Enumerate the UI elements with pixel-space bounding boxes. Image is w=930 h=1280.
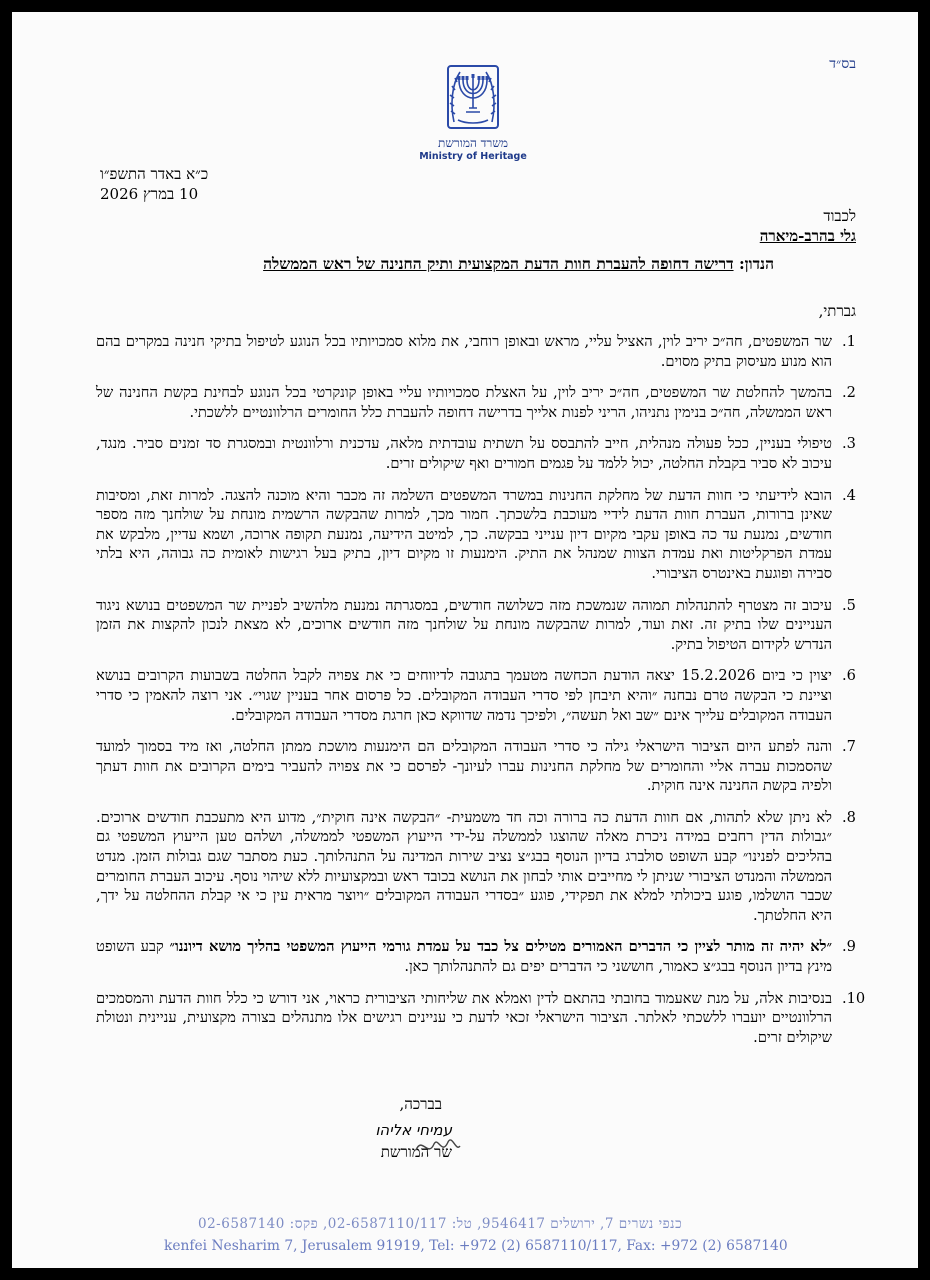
- date-hebrew: כ״א באדר התשפ״ו: [100, 165, 209, 183]
- item-number: .3: [842, 435, 856, 453]
- list-item: [96, 937, 866, 976]
- ministry-logo: [419, 64, 527, 162]
- item-quote-bold: ״לא יהיה זה מותר לציין כי הדברים האמורים מטילים צל כבד על עמדת גורמי הייעוץ המשפטי בהליך מושא דיוננו״: [169, 938, 832, 956]
- date-gregorian: 10 במרץ 2026: [100, 185, 199, 203]
- item-number: .5: [842, 596, 856, 614]
- item-text: יצוין כי ביום 15.2.2026 יצאה הודעת הכחשה מטעמך בתגובה לדיווחים כי את צפויה לקבל החלטה בשבועות הקרובים בנושא וציינת כי הבקשה טרם נבחנה ״והיא תיבחן לפי סדרי העבודה המקובלים. כל פרסום אחר בעניין שגוי״. אני רוצה להאמין כי סדרי העבודה המקובלים עלייך אינם ״שב ואל תעשה״, ולפיכך נדמה שדווקא כאן חרגת מסדרי העבודה המקובלים.: [96, 667, 832, 724]
- addressee-block: [760, 206, 856, 246]
- list-item: [96, 596, 866, 655]
- subject-label: הנדון:: [733, 254, 774, 273]
- list-item: [96, 332, 866, 371]
- greeting: גברתי,: [818, 302, 856, 320]
- list-item: [96, 808, 866, 926]
- item-text: הובא לידיעתי כי חוות הדעת של מחלקת החנינות במשרד המשפטים השלמה זה מכבר והיא מוכנה להצגה. למרות זאת, ומסיבות שאינן ברורות, העברת חוות הדעת לידיי מעוכבת בלשכתך. חמור מכך, למרות שהבקשה הרשמית מונחת על שולחנך מזה מספר חודשים, נמנעת עד כה באופן עקבי מקיום דיון ענייני בבקשה. כך, למיטב הידיעה, נמנעת תקופה ארוכה, ושמא עדיין, מלבקש את עמדת הפרקליטות ואת עמדת הצוות שמנהל את התיק. הימנעות זו מקיום דיון, בתיק בעל רגישות לאומית כה גבוהה, היא בלתי סבירה ופוגעת באינטרס הציבורי.: [96, 486, 832, 582]
- item-text: טיפולי בעניין, ככל פעולה מנהלית, חייב להתבסס על תשתית עובדתית מלאה, עדכנית ורלוונטית ובמסגרת סד זמנים סביר. מנגד, עיכוב לא סביר בקבלת החלטה, יכול ללמד על פגמים חמורים ואף שיקולים זרים.: [96, 435, 832, 472]
- item-text: והנה לפתע היום הציבור הישראלי גילה כי סדרי העבודה המקובלים הם הימנעות מושכת ממתן החלטה, ואז מיד בסמוך למועד שהסמכות עברה אליי והחומרים של מחלקת החנינות עברו לעיונך- לפרסם כי את צפויה להעביר בימים הקרובים את חוות דעתך ולפיה בקשת החנינה אינה חוקית.: [96, 738, 832, 795]
- ministry-name-hebrew: משרד המורשת: [438, 136, 508, 150]
- menorah-emblem-icon: [444, 64, 502, 134]
- item-number: .4: [842, 486, 856, 504]
- footer-address-hebrew: כנפי נשרים 7, ירושלים 9546417, טל: 02-6587110/117, פקס: 02-6587140: [198, 1216, 683, 1232]
- letter-page: [12, 12, 918, 1268]
- subject-text: דרישה דחופה להעברת חוות הדעת המקצועית ותיק החנינה של ראש הממשלה: [263, 254, 734, 273]
- item-text: לא ניתן שלא לתהות, אם חוות הדעת כה ברורה וכה חד משמעית- ״הבקשה אינה חוקית״, מדוע היא מתעכבת חודשים ארוכים. ״גבולות הדין רחבים במידה ניכרת מאלה שהוצגו לממשלה על-ידי הייעוץ המשפטי לממשלה, ושלהם טען הייעוץ המשפטי גם בהליכים לפנינו״ קבע השופט סולברג בדיון הנוסף בבג״צ נציב שירות המדינה על התנהלותך. כעת מסתבר שגם גבולות הזמן. מנדט הממשלה והמנדט הציבורי שניתן לי מחייבים אותי לבחון את הנושא בכובד ראש ובמקצועיות ללא שיהוי נוסף. עיכוב העברת החומרים שכבר הושלמו, פוגע ביכולתי למלא את תפקידי, פוגע ״בסדרי העבודה המקובלים ״ויוצר מראית עין כי אי קבלת ההחלטה על ידך, היא החלטתך.: [96, 808, 832, 924]
- signatory-name: עמיחי אליהו: [375, 1121, 452, 1139]
- item-text: עיכוב זה מצטרף להתנהלות תמוהה שנמשכת מזה כשלושה חודשים, במסגרתה נמנעת מלהשיב לפניית שר המשפטים בנושא ניגוד העניינים שלו בתיק זה. זאת ועוד, למרות שהבקשה מונחת על שולחנך מזה חודשים ארוכים, לא מצאת לנכון להקצות את הזמן הנדרש לקידום הטיפול בתיק.: [96, 596, 832, 653]
- item-text: בהמשך להחלטת שר המשפטים, חה״כ יריב לוין, על האצלת סמכויותיו עליי באופן קונקרטי בכל הנוגע לבחינת בקשת החנינה של ראש הממשלה, חה״כ בנימין נתניהו, הריני לפנות אלייך בדרישה דחופה להעברת כלל החומרים הרלוונטיים ללשכתי.: [96, 384, 832, 421]
- item-number: .1: [842, 333, 856, 350]
- list-item: [96, 486, 866, 584]
- list-item: [96, 666, 866, 725]
- signoff-greeting: בברכה,: [399, 1095, 442, 1113]
- addressee-honorific: לכבוד: [823, 207, 856, 225]
- letter-items-list: [96, 332, 866, 1059]
- list-item: [96, 434, 866, 473]
- item-text: קבע השופט מינץ בדיון הנוסף בבג״צ כאמור, חוששני כי הדברים יפים גם להתנהלותך כאן.: [96, 938, 832, 976]
- item-number: .9: [842, 938, 856, 956]
- letter-date: [100, 164, 260, 204]
- item-text: שר המשפטים, חה״כ יריב לוין, האציל עליי, מראש ובאופן רוחבי, את מלוא סמכויותיו בכל הנוגע לטיפול בתיקי חנינה במקרים בהם הוא מנוע מעיסוק בתיק מסוים.: [96, 333, 832, 370]
- ministry-name-english: Ministry of Heritage: [419, 151, 527, 162]
- item-number: .8: [842, 808, 856, 826]
- item-number: .6: [842, 667, 856, 685]
- bsd-header: בס״ד: [829, 56, 856, 72]
- subject-line: [263, 254, 774, 274]
- addressee-name: גלי בהרב-מיארה: [759, 227, 856, 245]
- list-item: [96, 383, 866, 422]
- footer-address-english: kenfei Nesharim 7, Jerusalem 91919, Tel: +972 (2) 6587110/117, Fax: +972 (2) 6587140: [164, 1238, 788, 1254]
- list-item: [96, 737, 866, 796]
- item-text: בנסיבות אלה, על מנת שאעמוד בחובתי בהתאם לדין ואמלא את שליחותי הציבורית כראוי, אני דורש כי כלל חוות הדעת והמסמכים הרלוונטיים יועברו ללשכתי לאלתר. הציבור הישראלי זכאי לדעת כי עניינים רגישים אלו מתנהלים בצורה מקצועית, עניינית ונטולת שיקולים זרים.: [96, 989, 832, 1046]
- item-number: .7: [842, 738, 856, 756]
- signatory-title: שר המורשת: [380, 1143, 452, 1161]
- list-item: [96, 989, 866, 1048]
- item-number: .2: [842, 384, 856, 402]
- handwritten-signature-icon: [412, 1130, 462, 1164]
- item-number: .10: [842, 989, 866, 1007]
